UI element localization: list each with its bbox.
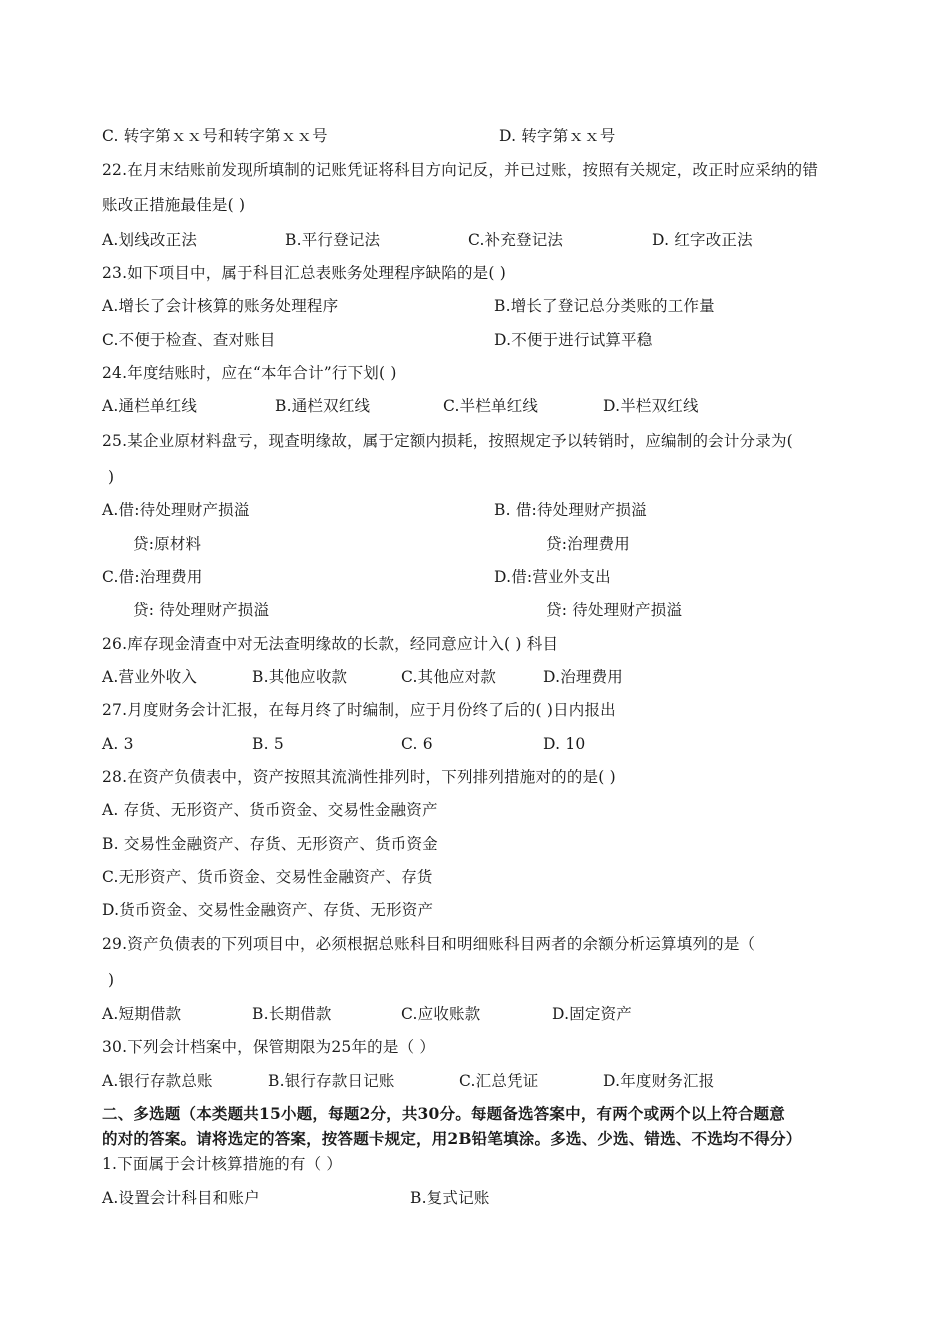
option-c: C.其他应对款 [401, 668, 497, 686]
option-d: D.半栏双红线 [603, 397, 699, 415]
question-22-line-1: 22.在月末结账前发现所填制的记账凭证将科目方向记反，并已过账，按照有关规定，改正时应采纳的错 [102, 161, 819, 179]
option-a-credit: 贷:原材料 [133, 535, 202, 553]
option-d: D. 10 [543, 735, 586, 753]
section-heading-line-1: 二、多选题（本类题共15小题，每题2分，共30分。每题备选答案中，有两个或两个以上符合题意 [102, 1104, 785, 1123]
option-b: B.银行存款日记账 [268, 1072, 395, 1090]
option-a: A.借:待处理财产损溢 [102, 501, 250, 519]
option-b: B.复式记账 [410, 1189, 490, 1207]
option-a: A.银行存款总账 [102, 1072, 213, 1090]
option-b-credit: 贷:治理费用 [546, 535, 630, 553]
question-25-line-2: ) [108, 468, 115, 486]
option-c: C.应收账款 [401, 1005, 481, 1023]
option-c: C.不便于检查、查对账目 [102, 331, 276, 349]
option-b: B.通栏双红线 [275, 397, 371, 415]
option-a: A.增长了会计核算的账务处理程序 [102, 297, 339, 315]
question-29-line-2: ) [108, 971, 115, 989]
option-b: B. 5 [252, 735, 284, 753]
option-c-credit: 贷: 待处理财产损溢 [133, 601, 270, 619]
question-25-line-1: 25.某企业原材料盘亏，现查明缘故，属于定额内损耗，按照规定予以转销时，应编制的会计分录为( [102, 432, 793, 450]
option-b: B.增长了登记总分类账的工作量 [494, 297, 715, 315]
question-30: 30.下列会计档案中，保管期限为25年的是（ ） [102, 1038, 436, 1056]
q28-option-a: A. 存货、无形资产、货币资金、交易性金融资产 [102, 801, 438, 819]
option-d: D.年度财务汇报 [603, 1072, 715, 1090]
option-c: C.半栏单红线 [443, 397, 539, 415]
q28-option-d: D.货币资金、交易性金融资产、存货、无形资产 [102, 901, 434, 919]
option-c: C.补充登记法 [468, 231, 564, 249]
question-28: 28.在资产负债表中，资产按照其流淌性排列时，下列排列措施对的的是( ) [102, 768, 616, 786]
option-c: C.借:治理费用 [102, 568, 203, 586]
option-b: B.其他应收款 [252, 668, 348, 686]
option-d: D.借:营业外支出 [494, 568, 611, 586]
option-d: D.不便于进行试算平稳 [494, 331, 653, 349]
question-26: 26.库存现金清查中对无法查明缘故的长款，经同意应计入( ) 科目 [102, 635, 559, 653]
multi-question-1: 1.下面属于会计核算措施的有（ ） [102, 1155, 343, 1173]
question-29-line-1: 29.资产负债表的下列项目中，必须根据总账科目和明细账科目两者的余额分析运算填列的是（ [102, 935, 756, 953]
question-22-line-2: 账改正措施最佳是( ) [102, 196, 246, 214]
option-b: B.长期借款 [252, 1005, 332, 1023]
option-c: C.汇总凭证 [459, 1072, 539, 1090]
option-a: A.通栏单红线 [102, 397, 198, 415]
option-b: B. 借:待处理财产损溢 [494, 501, 647, 519]
option-d: D.治理费用 [543, 668, 624, 686]
option-a: A.营业外收入 [102, 668, 198, 686]
question-27: 27.月度财务会计汇报，在每月终了时编制，应于月份终了后的( )日内报出 [102, 701, 616, 719]
q28-option-c: C.无形资产、货币资金、交易性金融资产、存货 [102, 868, 433, 886]
option-a: A.划线改正法 [102, 231, 198, 249]
option-b: B.平行登记法 [285, 231, 381, 249]
option-d: D. 红字改正法 [652, 231, 753, 249]
option-a: A.短期借款 [102, 1005, 182, 1023]
option-a: A.设置会计科目和账户 [102, 1189, 260, 1207]
q28-option-b: B. 交易性金融资产、存货、无形资产、货币资金 [102, 835, 438, 853]
option-c: C. 6 [401, 735, 433, 753]
question-23: 23.如下项目中，属于科目汇总表账务处理程序缺陷的是( ) [102, 264, 506, 282]
section-heading-line-2: 的对的答案。请将选定的答案，按答题卡规定，用2B铅笔填涂。多选、少选、错选、不选均不得分） [102, 1129, 802, 1148]
question-24: 24.年度结账时，应在“本年合计”行下划( ) [102, 364, 397, 382]
option-d-credit: 贷: 待处理财产损溢 [546, 601, 683, 619]
option-d: D.固定资产 [552, 1005, 633, 1023]
option-c: C. 转字第ｘｘ号和转字第ｘｘ号 [102, 127, 328, 145]
option-d: D. 转字第ｘｘ号 [499, 127, 616, 145]
option-a: A. 3 [102, 735, 134, 753]
